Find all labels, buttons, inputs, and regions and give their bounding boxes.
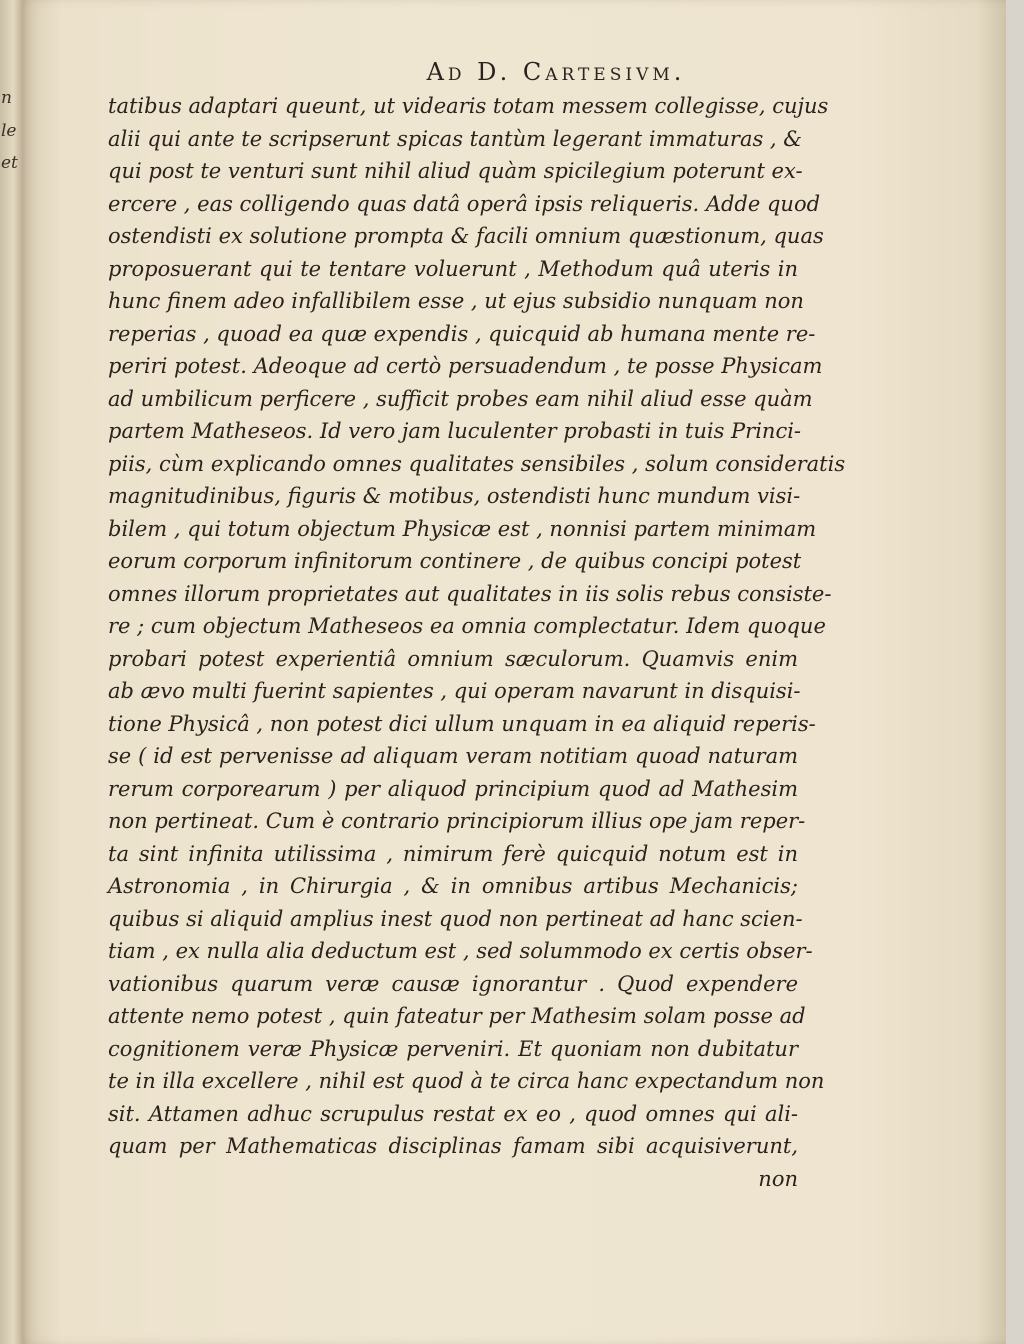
text-line: piis, cùm explicando omnes qualitates sensibiles , solum consideratis — [108, 451, 846, 476]
text-line: ostendisti ex solutione prompta & facili omnium quæstionum, quas — [108, 224, 824, 248]
text-line: vationibus quarum veræ causæ ignorantur . Quod expendere — [108, 971, 798, 996]
text-line: se ( id est pervenisse ad aliquam veram notitiam quoad naturam — [108, 744, 798, 768]
previous-page-fragment: et — [1, 153, 18, 173]
book-page — [22, 0, 1006, 1344]
text-line: cognitionem veræ Physicæ perveniri. Et quoniam non dubitatur — [108, 1036, 798, 1061]
text-line: quibus si aliquid amplius inest quod non pertineat ad hanc scien- — [108, 906, 803, 931]
text-line: eorum corporum infinitorum continere , de quibus concipi potest — [108, 549, 802, 573]
text-line: qui post te venturi sunt nihil aliud quàm spicilegium poterunt ex- — [108, 159, 803, 183]
catchword: non — [758, 1166, 798, 1191]
text-line: tiam , ex nulla alia deductum est , sed solummodo ex certis obser- — [108, 939, 813, 963]
text-line: sit. Attamen adhuc scrupulus restat ex eo , quod omnes qui ali- — [108, 1101, 798, 1126]
text-line: te in illa excellere , nihil est quod à te circa hanc expectandum non — [108, 1069, 825, 1093]
body-text — [108, 90, 846, 1195]
text-line: omnes illorum proprietates aut qualitates in iis solis rebus consiste- — [108, 581, 832, 606]
text-line: periri potest. Adeoque ad certò persuadendum , te posse Physicam — [108, 354, 823, 378]
text-line: bilem , qui totum objectum Physicæ est , nonnisi partem minimam — [108, 516, 817, 541]
text-line: rerum corporearum ) per aliquod principium quod ad Mathesim — [108, 776, 798, 801]
text-line: Astronomia , in Chirurgia , & in omnibus artibus Mechanicis; — [108, 874, 798, 898]
text-line: non pertineat. Cum è contrario principiorum illius ope jam reper- — [108, 809, 806, 833]
text-line: probari potest experientiâ omnium sæculorum. Quamvis enim — [108, 646, 798, 671]
text-line: tatibus adaptari queunt, ut videaris totam messem collegisse, cujus — [108, 94, 829, 118]
text-line: hunc finem adeo infallibilem esse , ut ejus subsidio nunquam non — [108, 289, 804, 313]
running-head: Ad D. Cartesivm. — [426, 58, 686, 86]
previous-page-fragment: le — [1, 121, 17, 141]
text-line: reperias , quoad ea quæ expendis , quicquid ab humana mente re- — [108, 321, 816, 346]
previous-page-fragment: n — [1, 88, 12, 108]
text-line: proposuerant qui te tentare voluerunt , Methodum quâ uteris in — [108, 256, 798, 281]
previous-page-edge — [0, 0, 23, 1344]
text-line: re ; cum objectum Matheseos ea omnia complectatur. Idem quoque — [108, 614, 826, 638]
text-line: alii qui ante te scripserunt spicas tantùm legerant immaturas , & — [108, 126, 802, 151]
text-line: ta sint infinita utilissima , nimirum ferè quicquid notum est in — [108, 841, 798, 866]
text-line: ercere , eas colligendo quas datâ operâ ipsis reliqueris. Adde quod — [108, 191, 821, 216]
text-line: tione Physicâ , non potest dici ullum unquam in ea aliquid reperis- — [108, 711, 816, 736]
text-line: partem Matheseos. Id vero jam luculenter probasti in tuis Princi- — [108, 419, 802, 443]
text-line: magnitudinibus, figuris & motibus, ostendisti hunc mundum visi- — [108, 484, 801, 508]
text-line: quam per Mathematicas disciplinas famam sibi acquisiverunt, — [108, 1134, 798, 1158]
text-line: attente nemo potest , quin fateatur per Mathesim solam posse ad — [108, 1004, 806, 1028]
text-line: ad umbilicum perficere , sufficit probes eam nihil aliud esse quàm — [108, 386, 813, 411]
text-line: ab ævo multi fuerint sapientes , qui operam navarunt in disquisi- — [108, 679, 801, 703]
